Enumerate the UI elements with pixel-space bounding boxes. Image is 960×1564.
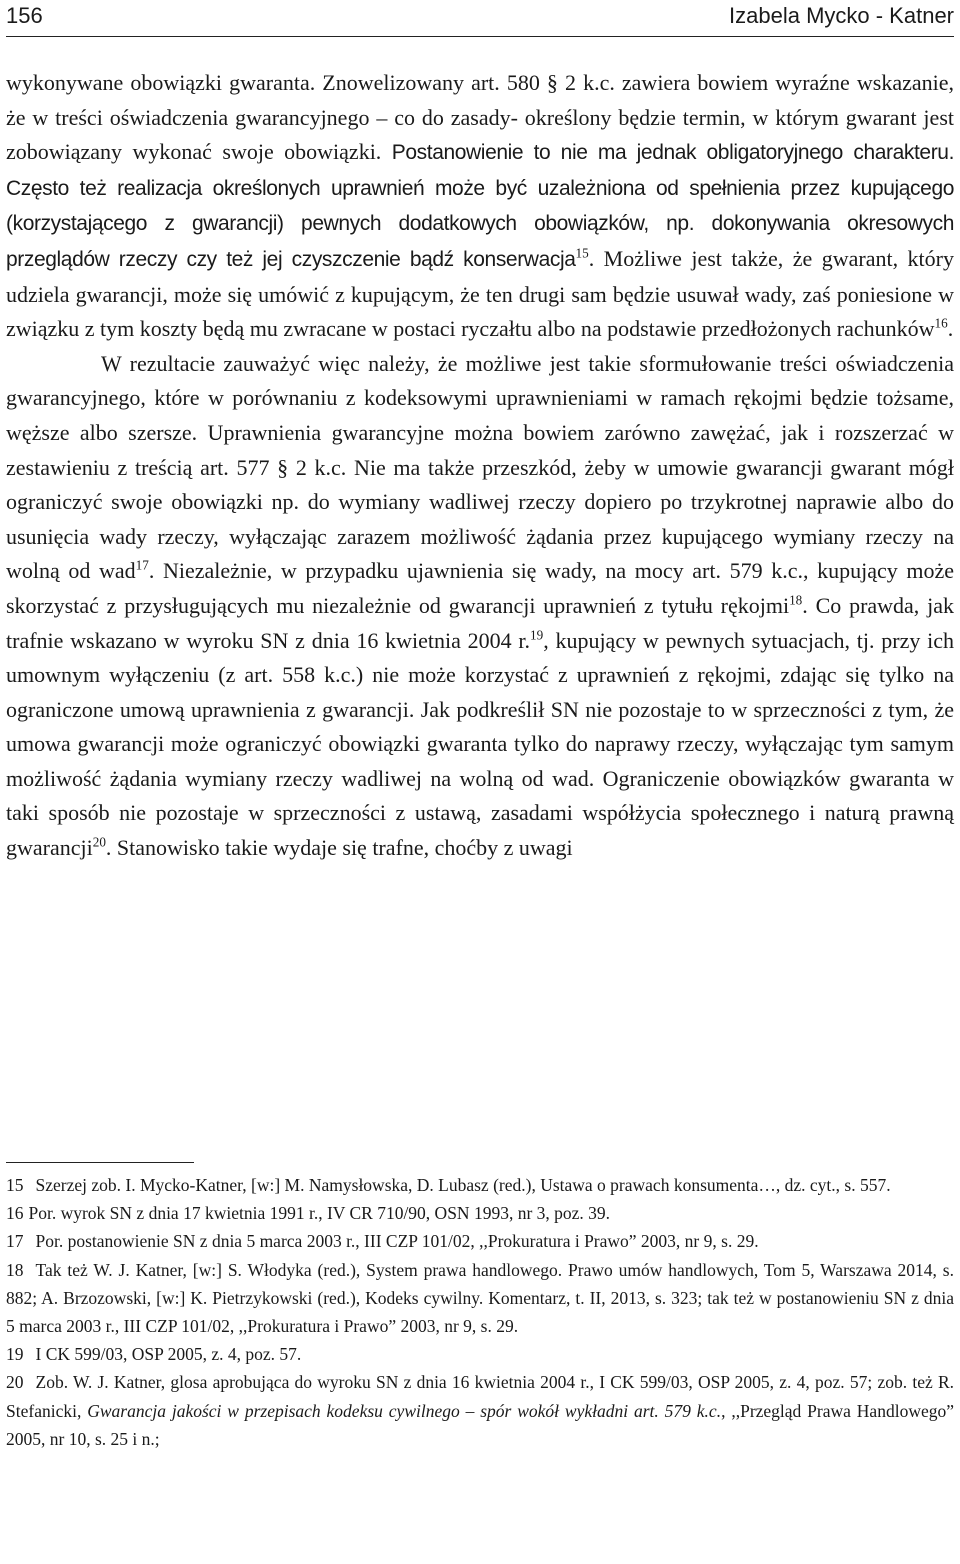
text-run: . Stanowisko takie wydaje się trafne, choćby z uwagi xyxy=(105,835,573,861)
footnote-ref-17[interactable]: 17 xyxy=(135,557,149,573)
footnote-number: 18 xyxy=(6,1259,24,1280)
text-run: , kupujący w pewnych sytuacjach, tj. przy ich umownym wyłączeniu (z art. 558 k.c.) nie może korzystać z uprawnień z rękojmi, zdając się tylko na ograniczone umową uprawnienia z gwarancji. Jak podkreślił SN nie pozostaje to w sprzeczności z tym, że umowa gwarancji może ograniczyć obowiązki gwaranta tylko do naprawy rzeczy, wyłączając tym samym możliwość żądania wymiany rzeczy wadliwej na wolną od wad. Ograniczenie obowiązków gwaranta w taki sposób nie pozostaje w sprzeczności z ustawą, zasadami współżycia społecznego i naturą prawną gwarancji xyxy=(6,627,954,861)
footnote-text: Por. postanowienie SN z dnia 5 marca 2003 r., III CZP 101/02, ,,Prokuratura i Prawo” 2003, nr 9, s. 29. xyxy=(35,1231,759,1252)
footnote-ref-18[interactable]: 18 xyxy=(789,592,803,608)
footnote-ref-19[interactable]: 19 xyxy=(530,627,544,643)
footnote-text: , ,,Przegląd Prawa Handlowego” 2005, nr 10, s. 25 i n.; xyxy=(6,1400,954,1449)
running-header xyxy=(6,0,954,37)
footnote-ref-16[interactable]: 16 xyxy=(934,315,948,331)
footnote-17 xyxy=(6,1227,954,1255)
text-run: W rezultacie zauważyć więc należy, że możliwe jest takie sformułowanie treści oświadczenia gwarancyjnego, które w porównaniu z kodeksowymi uprawnieniami w ramach rękojmi będzie tożsame, węższe albo szersze. Uprawnienia gwarancyjne można bowiem zarówno zawężać, jak i rozszerzać w zestawieniu z treścią art. 577 § 2 k.c. Nie ma także przeszkód, żeby w umowie gwarancji gwarant mógł ograniczyć swoje obowiązki np. do wymiany wadliwej rzeczy dopiero po trzykrotnej naprawie albo do usunięcia wady rzeczy, wyłączając zarazem możliwość żądania przez kupującego wymiany rzeczy na wolną od wad xyxy=(6,350,954,584)
text-run: . Niezależnie, w przypadku ujawnienia się wady, na mocy art. 579 k.c., kupujący może skorzystać z przysługujących mu niezależnie od gwarancji uprawnień z tytułu rękojmi xyxy=(6,558,954,618)
footnote-text: Tak też W. J. Katner, [w:] S. Włodyka (red.), System prawa handlowego. Prawo umów handlowych, Tom 5, Warszawa 2014, s. 882; A. Brzozowski, [w:] K. Pietrzykowski (red.), Kodeks cywilny. Komentarz, t. II, 2013, s. 323; tak też w postanowieniu SN z dnia 5 marca 2003 r., III CZP 101/02, ,,Prokuratura i Prawo” 2003, nr 9, s. 29. xyxy=(6,1259,954,1337)
footnote-number: 16 xyxy=(6,1203,24,1224)
text-run: . Możliwe jest także, że gwarant, który udziela gwarancji, może się umówić z kupującym, że ten drugi sam będzie usuwał wady, zaś poniesione w związku z tym koszty będą mu zwracane w postaci ryczałtu albo na podstawie przedłożonych rachunków xyxy=(6,245,954,342)
footnote-text: Por. wyrok SN z dnia 17 kwietnia 1991 r., IV CR 710/90, OSN 1993, nr 3, poz. 39. xyxy=(28,1203,611,1224)
text-run: wykonywane obowiązki gwaranta. Znowelizowany art. 580 § 2 k.c. zawiera bowiem wyraźne wskazanie, że w treści oświadczenia gwarancyjnego – co do zasady- określony będzie termin, w którym gwarant jest zobowiązany wykonać swoje obowiązki. xyxy=(6,70,954,165)
footnote-number: 20 xyxy=(6,1372,24,1393)
text-run: . xyxy=(947,316,954,342)
text-run: Postanowienie to nie ma jednak obligatoryjnego charakteru. Często też realizacja określonych uprawnień może być uzależniona od spełnienia przez kupującego (korzystającego z gwarancji) pewnych dodatkowych obowiązków, np. dokonywania okresowych przeglądów rzeczy czy też jej czyszczenie bądź konserwacja xyxy=(6,141,954,271)
footnote-number: 17 xyxy=(6,1231,24,1252)
page-number: 156 xyxy=(6,3,43,28)
footnote-number: 15 xyxy=(6,1175,24,1195)
footnotes xyxy=(6,1171,954,1453)
running-title: Izabela Mycko - Katner xyxy=(729,3,954,28)
paragraph-2 xyxy=(6,347,954,866)
footnote-ref-20[interactable]: 20 xyxy=(92,834,106,850)
footnote-20 xyxy=(6,1368,954,1453)
footnote-italic-title: Gwarancja jakości w przepisach kodeksu cywilnego – spór wokół wykładni art. 579 k.c. xyxy=(87,1400,722,1421)
footnote-16 xyxy=(6,1199,954,1227)
text-run: . Co prawda, jak trafnie wskazano w wyroku SN z dnia 16 kwietnia 2004 r. xyxy=(6,592,954,653)
paragraph-1 xyxy=(6,66,954,347)
footnote-text: Zob. W. J. Katner, glosa aprobująca do wyroku SN z dnia 16 kwietnia 2004 r., I CK 599/03, OSP 2005, z. 4, poz. 57; zob. też R. Stefanicki, xyxy=(6,1372,954,1421)
footnote-divider xyxy=(6,1162,194,1163)
footnote-ref-15[interactable]: 15 xyxy=(575,245,589,261)
footnote-number: 19 xyxy=(6,1344,24,1365)
footnote-text: Szerzej zob. I. Mycko-Katner, [w:] M. Namysłowska, D. Lubasz (red.), Ustawa o prawach konsumenta…, dz. cyt., s. 557. xyxy=(35,1175,891,1195)
main-text xyxy=(6,66,954,866)
footnote-19 xyxy=(6,1340,954,1368)
footnote-18 xyxy=(6,1256,954,1341)
footnote-text: I CK 599/03, OSP 2005, z. 4, poz. 57. xyxy=(35,1344,302,1365)
footnote-15 xyxy=(6,1171,954,1199)
